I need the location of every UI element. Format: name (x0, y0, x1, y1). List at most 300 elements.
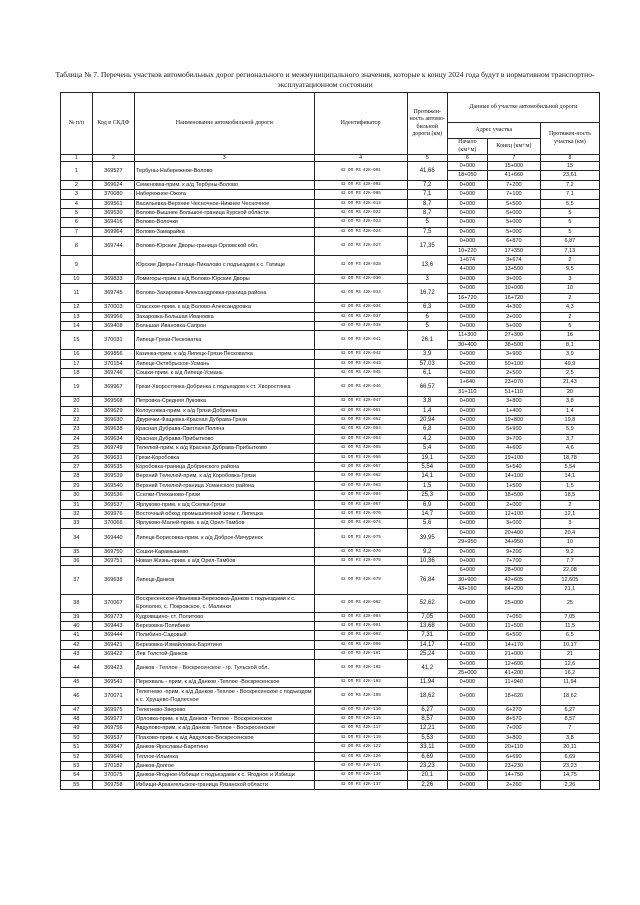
section-start: 0+000 (447, 519, 487, 528)
road-identifier: 42 ОП РЗ 42К-046 (314, 378, 407, 397)
section-length: 9,2 (540, 547, 599, 556)
road-identifier: 42 ОП РЗ 42К-102 (314, 659, 407, 678)
road-name: Грязи-Хворостянка-Добринка с подъездом к ст. Хворостянка (134, 378, 314, 397)
road-length: 3,9 (407, 350, 447, 359)
row-number: 23 (61, 425, 93, 434)
table-row (61, 743, 600, 752)
road-name: Воскресенское-Ивановка-Березовка-Данков с подъездами к с. Ерополно, с. Покровское, с. Малинки (134, 594, 314, 612)
table-row (61, 519, 600, 528)
road-length: 5,4 (407, 444, 447, 453)
road-name: Полибино-Садовый (134, 631, 314, 640)
table-row (61, 321, 600, 330)
section-start: 0+000 (447, 714, 487, 723)
road-length: 5,6 (407, 519, 447, 528)
section-length: 16,2 (540, 668, 599, 677)
road-identifier: 42 ОП РЗ 42К-052 (314, 415, 407, 424)
road-name: Липецк-Борисовка-прим. к а/д Доброе-Мичуринск (134, 528, 314, 547)
section-end: 51+110 (487, 387, 540, 396)
road-length: 23,23 (407, 762, 447, 771)
road-length: 6,27 (407, 705, 447, 714)
section-end: 20+400 (487, 528, 540, 537)
road-name: Плахово-прим. к а/д Авдулово-Воскресенское (134, 733, 314, 742)
section-length: 6,27 (540, 705, 599, 714)
skdf-code: 370067 (92, 594, 134, 612)
section-length: 5 (540, 209, 599, 218)
road-name: Колоусовка-прим. к а/д Грязи-Добринка (134, 406, 314, 415)
road-name: Данков-Ярославы-Барятино (134, 743, 314, 752)
table-row (61, 218, 600, 227)
road-length: 5 (407, 321, 447, 330)
section-start: 0+000 (447, 705, 487, 714)
road-identifier: 42 ОП РЗ 42К-119 (314, 733, 407, 742)
section-length: 7,2 (540, 180, 599, 189)
road-length: 13,6 (407, 256, 447, 275)
section-start: 30+900 (447, 575, 487, 584)
row-number: 39 (61, 612, 93, 621)
road-length: 20,94 (407, 415, 447, 424)
section-start: 0+000 (447, 368, 487, 377)
road-name: Васильевка-Верхнее Чесночное-Нижнее Чесночное (134, 199, 314, 208)
section-start: 0+000 (447, 434, 487, 443)
section-end: 8+570 (487, 714, 540, 723)
road-name: Волово-Захаровка-Александровка-граница района (134, 284, 314, 303)
row-number: 32 (61, 510, 93, 519)
table-row (61, 331, 600, 340)
row-number: 49 (61, 724, 93, 733)
section-end: 5+900 (487, 425, 540, 434)
section-length: 7,05 (540, 612, 599, 621)
road-length: 14,17 (407, 640, 447, 649)
road-name: Перехваль - прим. к а/д Данков -Теплое -Воскресенское (134, 678, 314, 687)
section-end: 7+200 (487, 180, 540, 189)
skdf-code: 369624 (92, 180, 134, 189)
section-end: 3+000 (487, 519, 540, 528)
section-length: 14,1 (540, 472, 599, 481)
section-end: 9+200 (487, 547, 540, 556)
row-number: 12 (61, 303, 93, 312)
road-identifier: 42 ОП РЗ 42К-117 (314, 724, 407, 733)
row-number: 33 (61, 519, 93, 528)
road-length: 20,1 (407, 771, 447, 780)
table-row (61, 190, 600, 199)
skdf-code: 370003 (92, 303, 134, 312)
section-end: 27+300 (487, 331, 540, 340)
road-length: 6,8 (407, 425, 447, 434)
road-name: Казинка-прим. к а/д Липецк-Грязи-Песковатка (134, 350, 314, 359)
road-name: Телегнево -прим. к а/д Данков -Теплое - Воскресенское с подъездом к с. Хрущево-Подлесное (134, 687, 314, 705)
road-name: Спасское-прим. к а/д Волово-Александровка (134, 303, 314, 312)
table-row (61, 762, 600, 771)
section-start: 0+320 (447, 453, 487, 462)
road-length: 8,57 (407, 714, 447, 723)
section-start: 0+000 (447, 444, 487, 453)
section-start: 0+000 (447, 350, 487, 359)
colnum: 7 (487, 155, 540, 162)
row-number: 38 (61, 594, 93, 612)
table-row (61, 463, 600, 472)
road-identifier: 42 ОП РЗ 42К-126 (314, 752, 407, 761)
section-length: 1,4 (540, 406, 599, 415)
road-identifier: 42 ОП РЗ 42К-047 (314, 397, 407, 406)
section-length: 5 (540, 321, 599, 330)
row-number: 26 (61, 453, 93, 462)
section-length: 11,5 (540, 621, 599, 630)
skdf-code: 369421 (92, 640, 134, 649)
table-row (61, 406, 600, 415)
skdf-code: 369967 (92, 378, 134, 397)
section-end: 3+000 (487, 274, 540, 283)
road-name: Березовка-Измайловка-Барятино (134, 640, 314, 649)
road-identifier: 42 ОП РЗ 42К-067 (314, 500, 407, 509)
road-length: 19,1 (407, 453, 447, 462)
skdf-code: 369750 (92, 547, 134, 556)
table-row (61, 303, 600, 312)
road-name: Сошки-Карамышево (134, 547, 314, 556)
road-identifier: 42 ОП РЗ 42К-028 (314, 256, 407, 275)
road-identifier: 42 ОП РЗ 42К-053 (314, 425, 407, 434)
section-length: 12,6 (540, 659, 599, 668)
row-number: 18 (61, 368, 93, 377)
row-number: 14 (61, 321, 93, 330)
section-start: 0+000 (447, 274, 487, 283)
section-length: 16 (540, 331, 599, 340)
section-end: 42+605 (487, 575, 540, 584)
road-length: 25,24 (407, 650, 447, 659)
table-row (61, 237, 600, 246)
road-identifier: 42 ОП РЗ 42К-002 (314, 180, 407, 189)
section-end: 21+000 (487, 650, 540, 659)
road-length: 26,1 (407, 331, 447, 350)
section-start: 0+000 (447, 771, 487, 780)
skdf-code: 369423 (92, 659, 134, 678)
section-start: 0+000 (447, 557, 487, 566)
table-row (61, 510, 600, 519)
section-length: 8,1 (540, 340, 599, 349)
road-length: 6,9 (407, 500, 447, 509)
section-length: 5 (540, 218, 599, 227)
road-length: 7,2 (407, 180, 447, 189)
road-name: Кудрявщино- ст. Политово (134, 612, 314, 621)
road-length: 11,94 (407, 678, 447, 687)
road-identifier: 42 ОП РЗ 42К-057 (314, 463, 407, 472)
table-row (61, 491, 600, 500)
section-length: 12,605 (540, 575, 599, 584)
section-start: 0+000 (447, 406, 487, 415)
road-identifier: 42 ОП РЗ 42К-064 (314, 491, 407, 500)
col-length-header: Протяжен-ность автомо-бильной дороги (км) (407, 93, 447, 155)
section-length: 19,8 (540, 415, 599, 424)
road-name: Лев Толстой-Данков (134, 650, 314, 659)
road-identifier: 42 ОП РЗ 42К-001 (314, 162, 407, 181)
skdf-code: 370182 (92, 762, 134, 771)
road-name: Новая Жизнь-прим. к а/д Орел-Тамбов (134, 557, 314, 566)
skdf-code: 369422 (92, 650, 134, 659)
section-start: 0+000 (447, 415, 487, 424)
road-identifier: 42 ОП РЗ 42К-096 (314, 640, 407, 649)
road-name: Орловка-прим. к а/д Данков -Теплое - Воскресенское (134, 714, 314, 723)
row-number: 54 (61, 771, 93, 780)
section-end: 7+700 (487, 557, 540, 566)
col-num-header: № п/п (61, 93, 93, 155)
section-end: 19+800 (487, 415, 540, 424)
section-length: 15 (540, 162, 599, 171)
table-row (61, 714, 600, 723)
row-number: 21 (61, 406, 93, 415)
section-start: 0+000 (447, 612, 487, 621)
section-start: 0+000 (447, 621, 487, 630)
road-length: 7,31 (407, 631, 447, 640)
road-name: Двуречки-Фащевка-Красная Дубрава-Грязи (134, 415, 314, 424)
section-length: 22,08 (540, 566, 599, 575)
row-number: 29 (61, 481, 93, 490)
table-row (61, 209, 600, 218)
section-length: 2 (540, 256, 599, 265)
row-number: 13 (61, 312, 93, 321)
section-end: 23+230 (487, 762, 540, 771)
colnum: 2 (92, 155, 134, 162)
section-length: 20 (540, 387, 599, 396)
section-length: 8,57 (540, 714, 599, 723)
skdf-code: 369833 (92, 274, 134, 283)
road-identifier: 42 ОП РЗ 42К-062 (314, 472, 407, 481)
section-start: 0+000 (447, 312, 487, 321)
section-end: 11+940 (487, 678, 540, 687)
table-row (61, 500, 600, 509)
road-identifier: 42 ОП РЗ 42К-082 (314, 594, 407, 612)
colnum: 4 (314, 155, 407, 162)
table-row (61, 444, 600, 453)
row-number: 50 (61, 733, 93, 742)
table-row (61, 687, 600, 705)
section-start: 0+000 (447, 678, 487, 687)
road-identifier: 42 ОП РЗ 42К-022 (314, 209, 407, 218)
section-start: 18+050 (447, 171, 487, 180)
section-end: 10+000 (487, 284, 540, 293)
section-start: 0+000 (447, 528, 487, 537)
road-length: 25,3 (407, 491, 447, 500)
section-length: 2,26 (540, 780, 599, 789)
section-end: 6+690 (487, 752, 540, 761)
section-start: 0+000 (447, 659, 487, 668)
road-identifier: 42 ОП РЗ 42К-041 (314, 331, 407, 350)
road-length: 5,54 (407, 463, 447, 472)
road-name: Сселки-Плеханово-Грязи (134, 491, 314, 500)
row-number: 28 (61, 472, 93, 481)
skdf-code: 369630 (92, 415, 134, 424)
section-end: 1+500 (487, 481, 540, 490)
table-row (61, 528, 600, 537)
section-end: 1+400 (487, 406, 540, 415)
skdf-code: 370154 (92, 359, 134, 368)
section-start: 0+000 (447, 321, 487, 330)
road-length: 5,53 (407, 733, 447, 742)
row-number: 11 (61, 284, 93, 303)
skdf-code: 369539 (92, 472, 134, 481)
road-identifier: 42 ОП РЗ 42К-091 (314, 621, 407, 630)
skdf-code: 369541 (92, 678, 134, 687)
section-start: 6+000 (447, 566, 487, 575)
table-row (61, 274, 600, 283)
section-length: 18,5 (540, 491, 599, 500)
road-identifier: 42 ОП РЗ 42К-024 (314, 227, 407, 236)
section-start: 29+950 (447, 538, 487, 547)
skdf-code: 369966 (92, 312, 134, 321)
road-length: 8,7 (407, 209, 447, 218)
road-length: 6,1 (407, 368, 447, 377)
section-end: 3+800 (487, 397, 540, 406)
table-row (61, 368, 600, 377)
section-start: 0+000 (447, 687, 487, 705)
road-name: Березовка-Полибино (134, 621, 314, 630)
road-length: 3 (407, 274, 447, 283)
row-number: 25 (61, 444, 93, 453)
section-start: 11+300 (447, 331, 487, 340)
road-length: 9,2 (407, 547, 447, 556)
section-start: 0+000 (447, 650, 487, 659)
section-length: 25 (540, 594, 599, 612)
road-length: 33,11 (407, 743, 447, 752)
section-start: 30+400 (447, 340, 487, 349)
section-length: 18,62 (540, 687, 599, 705)
section-length: 23,61 (540, 171, 599, 180)
table-row (61, 434, 600, 443)
road-identifier: 42 ОП РЗ 42К-043 (314, 359, 407, 368)
skdf-code: 369856 (92, 350, 134, 359)
skdf-code: 369745 (92, 284, 134, 303)
section-start: 10+220 (447, 246, 487, 255)
section-end: 7+000 (487, 724, 540, 733)
section-start: 0+000 (447, 463, 487, 472)
road-name: Грязи-Коробовка (134, 453, 314, 462)
section-start: 0+000 (447, 510, 487, 519)
section-end: 4+300 (487, 303, 540, 312)
colnum: 3 (134, 155, 314, 162)
skdf-code: 370066 (92, 519, 134, 528)
section-length: 9,5 (540, 265, 599, 274)
table-row (61, 359, 600, 368)
section-length: 5,5 (540, 199, 599, 208)
road-length: 14,7 (407, 510, 447, 519)
section-end: 5+000 (487, 209, 540, 218)
table-row (61, 350, 600, 359)
row-number: 3 (61, 190, 93, 199)
skdf-code: 369444 (92, 631, 134, 640)
road-length: 12,21 (407, 724, 447, 733)
section-start: 0+000 (447, 425, 487, 434)
road-identifier: 42 ОП РЗ 42К-076 (314, 547, 407, 556)
section-start: 0+000 (447, 218, 487, 227)
section-end: 5+540 (487, 463, 540, 472)
road-length: 3,8 (407, 397, 447, 406)
road-identifier: 42 ОП РЗ 42К-055 (314, 444, 407, 453)
col-code-header: Код в СКДФ (92, 93, 134, 155)
road-length: 13,68 (407, 621, 447, 630)
road-length: 14,1 (407, 472, 447, 481)
section-end: 3+700 (487, 434, 540, 443)
skdf-code: 369537 (92, 500, 134, 509)
section-end: 2+500 (487, 368, 540, 377)
section-end: 14+170 (487, 640, 540, 649)
road-length: 1,4 (407, 406, 447, 415)
road-length: 7,5 (407, 227, 447, 236)
row-number: 43 (61, 650, 93, 659)
section-end: 50+100 (487, 359, 540, 368)
road-name: Красная Дубрава-Светлая Поляна (134, 425, 314, 434)
section-start: 0+000 (447, 752, 487, 761)
table-row (61, 612, 600, 621)
section-start: 0+000 (447, 491, 487, 500)
row-number: 19 (61, 378, 93, 397)
road-identifier: 42 ОП РЗ 42К-075 (314, 528, 407, 547)
row-number: 15 (61, 331, 93, 350)
section-end: 5+000 (487, 227, 540, 236)
row-number: 24 (61, 434, 93, 443)
section-end: 20+110 (487, 743, 540, 752)
section-end: 34+950 (487, 538, 540, 547)
section-start: 0+000 (447, 594, 487, 612)
section-length: 3,8 (540, 397, 599, 406)
road-identifier: 42 ОП РЗ 42К-034 (314, 303, 407, 312)
section-end: 7+100 (487, 190, 540, 199)
road-identifier: 42 ОП РЗ 42К-101 (314, 650, 407, 659)
table-row (61, 256, 600, 265)
skdf-code: 370031 (92, 331, 134, 350)
skdf-code: 369756 (92, 724, 134, 733)
table-row (61, 415, 600, 424)
section-start: 0+000 (447, 209, 487, 218)
section-start: 0+000 (447, 303, 487, 312)
skdf-code: 369977 (92, 714, 134, 723)
row-number: 31 (61, 500, 93, 509)
section-length: 3,7 (540, 434, 599, 443)
section-length: 18,78 (540, 453, 599, 462)
section-start: 0+000 (447, 733, 487, 742)
section-length: 10 (540, 538, 599, 547)
road-length: 57,03 (407, 359, 447, 368)
road-length: 2,26 (407, 780, 447, 789)
road-length: 10,36 (407, 557, 447, 566)
road-length: 1,5 (407, 481, 447, 490)
section-length: 3,8 (540, 733, 599, 742)
section-start: 0+000 (447, 284, 487, 293)
skdf-code: 369530 (92, 209, 134, 218)
road-name: Волово-Юрские Дворы-граница Орловской обл. (134, 237, 314, 256)
section-end: 4+600 (487, 444, 540, 453)
skdf-code: 369634 (92, 434, 134, 443)
section-end: 5+000 (487, 218, 540, 227)
road-identifier: 42 ОП РЗ 42К-042 (314, 350, 407, 359)
section-start: 0+000 (447, 481, 487, 490)
section-end: 41+200 (487, 668, 540, 677)
table-row (61, 472, 600, 481)
colnum: 5 (407, 155, 447, 162)
skdf-code: 370075 (92, 771, 134, 780)
road-name: Липецк-Грязи-Песковатка (134, 331, 314, 350)
road-name: Теплое-Ильинка (134, 752, 314, 761)
table-row (61, 284, 600, 293)
skdf-code: 369527 (92, 162, 134, 181)
section-start: 0+000 (447, 227, 487, 236)
section-start: 4+000 (447, 265, 487, 274)
row-number: 7 (61, 227, 93, 236)
road-identifier: 42 ОП РЗ 42К-056 (314, 453, 407, 462)
section-length: 2 (540, 293, 599, 302)
table-row (61, 705, 600, 714)
section-start: 0+000 (447, 780, 487, 789)
road-length: 76,84 (407, 566, 447, 594)
road-name: Избищи-Архангельское-граница Рязанской области (134, 780, 314, 789)
row-number: 53 (61, 762, 93, 771)
